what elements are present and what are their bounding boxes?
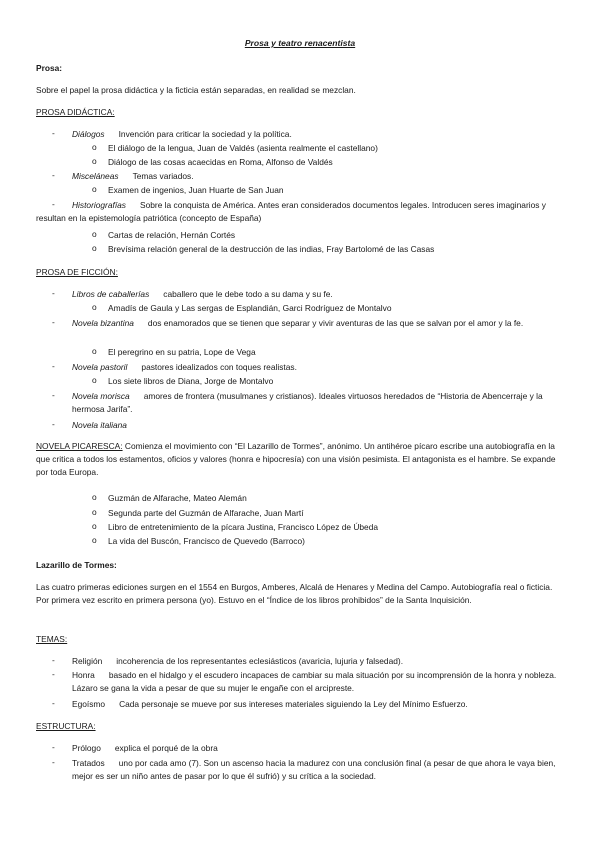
list-item-prologo (72, 742, 564, 755)
item-term: Novela morisca (72, 391, 130, 401)
item-desc: basado en el hidalgo y el escudero incapaces de cambiar su mala situación por su incomprensión de la honra y nobleza. Lázaro se gana la vida a pesar de que su mujer le engañe con el arcipreste. (72, 670, 557, 693)
item-desc: uno por cada amo (7). Son un ascenso hacia la madurez con una conclusión final (a pesar de que ahora le vaya bien, mejor es ser un niño antes de pasar por lo que él sufrió) y su crítica a la sociedad. (72, 758, 556, 781)
list-item-miscelaneas (72, 170, 564, 183)
sub-bullet: o (92, 346, 97, 356)
estructura-heading: ESTRUCTURA: (36, 721, 96, 731)
item-desc: Temas variados. (132, 171, 194, 181)
sub-bullet: o (92, 156, 97, 166)
list-bullet: - (52, 757, 55, 767)
list-bullet: - (52, 128, 55, 138)
ficcion-heading: PROSA DE FICCIÓN: (36, 267, 118, 277)
list-bullet: - (52, 288, 55, 298)
item-desc: incoherencia de los representantes eclesiásticos (avaricia, lujuria y falsedad). (116, 656, 404, 666)
sub-bullet: o (92, 229, 97, 239)
item-term: Tratados (72, 758, 105, 768)
list-bullet: - (52, 317, 55, 327)
item-term: Misceláneas (72, 171, 119, 181)
list-item-pastoril (72, 361, 564, 374)
list-bullet: - (52, 419, 55, 429)
sub-bullet: o (92, 492, 97, 502)
item-term: Religión (72, 656, 103, 666)
list-item-italiana (72, 419, 564, 432)
prosa-heading: Prosa: (36, 63, 63, 73)
item-term: Novela bizantina (72, 318, 134, 328)
sub-bullet: o (92, 375, 97, 385)
picaresca-heading: NOVELA PICARESCA: (36, 441, 123, 451)
list-item-caballerias (72, 288, 564, 301)
item-desc: amores de frontera (musulmanes y cristianos). Ideales virtuosos heredados de “Historia de Abencerraje y la hermosa Jarifa”. (72, 391, 543, 414)
item-desc: Invención para criticar la sociedad y la política. (118, 129, 292, 139)
item-desc: Sobre la conquista de América. Antes eran considerados documentos legales. Introducen seres imaginarios y resultan en la epistemología patriótica (concepto de España) (36, 200, 546, 223)
item-term: Prólogo (72, 743, 101, 753)
list-item-historiografias (36, 199, 564, 225)
prosa-intro: Sobre el papel la prosa didáctica y la ficticia están separadas, en realidad se mezclan. (36, 85, 356, 95)
item-term: Diálogos (72, 129, 105, 139)
lazarillo-text: Las cuatro primeras ediciones surgen en el 1554 en Burgos, Amberes, Alcalá de Henares y Medina del Campo. Autobiografía real o ficticia. Por primera vez escrito en primera persona (yo). Estuvo en el “Índice de los libros prohibidos” de la Santa Inquisición. (36, 582, 553, 605)
list-bullet: - (52, 390, 55, 400)
list-bullet: - (52, 655, 55, 665)
list-item-honra (72, 669, 564, 695)
list-bullet: - (52, 170, 55, 180)
temas-heading: TEMAS: (36, 634, 68, 644)
sub-bullet: o (92, 184, 97, 194)
sub-bullet: o (92, 302, 97, 312)
sub-item: El peregrino en su patria, Lope de Vega (108, 347, 256, 357)
sub-item: Libro de entretenimiento de la pícara Justina, Francisco López de Úbeda (108, 522, 379, 532)
list-bullet: - (52, 698, 55, 708)
sub-item: Amadís de Gaula y Las sergas de Esplandián, Garci Rodríguez de Montalvo (108, 303, 392, 313)
sub-item: El diálogo de la lengua, Juan de Valdés (asienta realmente el castellano) (108, 143, 378, 153)
list-item-bizantina (72, 317, 564, 330)
list-bullet: - (52, 669, 55, 679)
sub-bullet: o (92, 142, 97, 152)
list-item-egoismo (72, 698, 564, 711)
list-bullet: - (52, 361, 55, 371)
sub-bullet: o (92, 507, 97, 517)
sub-item: Brevísima relación general de la destrucción de las indias, Fray Bartolomé de las Casas (108, 244, 435, 254)
list-item-religion (72, 655, 564, 668)
sub-bullet: o (92, 521, 97, 531)
item-term: Egoísmo (72, 699, 106, 709)
item-term: Libros de caballerías (72, 289, 150, 299)
sub-bullet: o (92, 243, 97, 253)
didactica-heading: PROSA DIDÁCTICA: (36, 107, 115, 117)
picaresca-paragraph (36, 440, 564, 479)
page-title: Prosa y teatro renacentista (244, 38, 356, 48)
sub-item: Cartas de relación, Hernán Cortés (108, 230, 236, 240)
picaresca-text: Comienza el movimiento con “El Lazarillo de Tormes”, anónimo. Un antihéroe pícaro escribe una autobiografía en la que critica a todos los estamentos, oficios y valores (honra e hipocresía) con una visión pesimista. El antagonista es el hambre. Se expande por toda Europa. (36, 441, 556, 477)
item-desc: explica el porqué de la obra (114, 743, 218, 753)
list-item-tratados (72, 757, 564, 783)
item-desc: caballero que le debe todo a su dama y su fe. (163, 289, 333, 299)
sub-item: Examen de ingenios, Juan Huarte de San Juan (108, 185, 284, 195)
list-bullet: - (52, 742, 55, 752)
sub-item: Los siete libros de Diana, Jorge de Montalvo (108, 376, 274, 386)
list-item-morisca (72, 390, 564, 416)
item-desc: dos enamorados que se tienen que separar y vivir aventuras de las que se salvan por el amor y la fe. (147, 318, 524, 328)
sub-item: Segunda parte del Guzmán de Alfarache, Juan Martí (108, 508, 304, 518)
sub-item: Guzmán de Alfarache, Mateo Alemán (108, 493, 247, 503)
list-bullet: - (52, 199, 55, 209)
item-desc: pastores idealizados con toques realistas. (141, 362, 297, 372)
sub-item: Diálogo de las cosas acaecidas en Roma, Alfonso de Valdés (108, 157, 333, 167)
item-term: Novela pastoril (72, 362, 128, 372)
list-item-dialogos (72, 128, 564, 141)
item-term: Honra (72, 670, 95, 680)
item-desc: Cada personaje se mueve por sus intereses materiales siguiendo la Ley del Mínimo Esfuerzo. (119, 699, 468, 709)
item-term: Historiografías (72, 200, 126, 210)
sub-bullet: o (92, 535, 97, 545)
sub-item: La vida del Buscón, Francisco de Quevedo (Barroco) (108, 536, 305, 546)
lazarillo-heading: Lazarillo de Tormes: (36, 560, 117, 570)
item-term: Novela italiana (72, 420, 127, 430)
